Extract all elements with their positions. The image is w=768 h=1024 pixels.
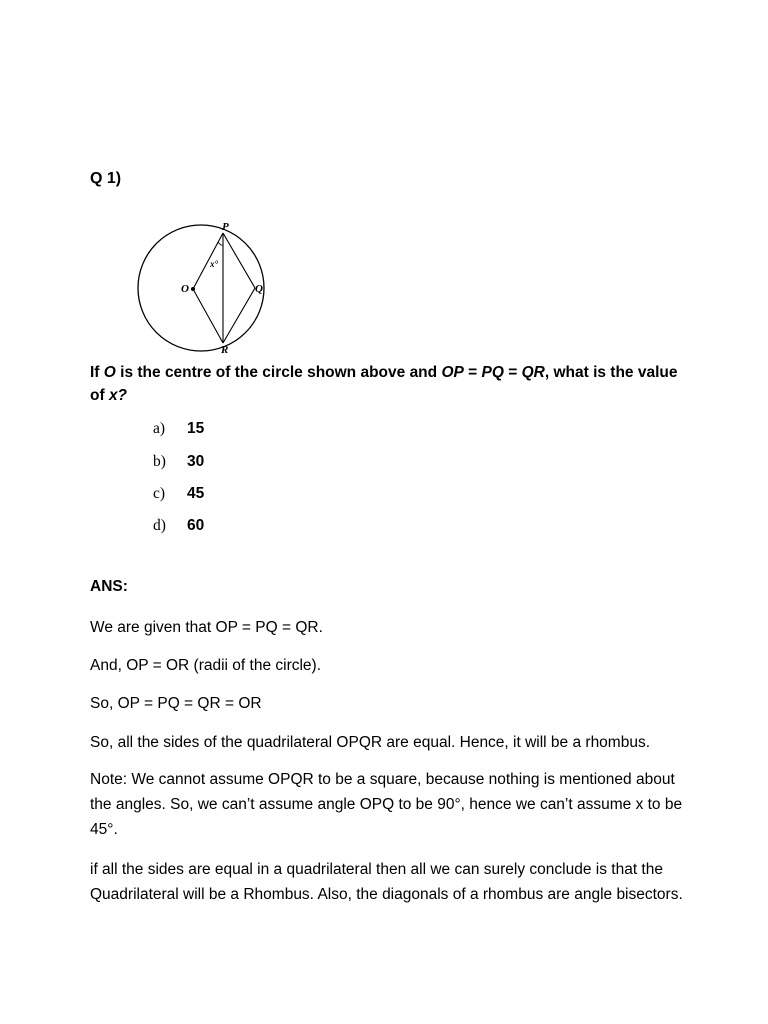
label-q: Q: [255, 283, 263, 295]
question-italic-term: x?: [108, 387, 128, 404]
question-italic-term: OP: [441, 364, 464, 381]
option-letter: a): [153, 420, 166, 437]
angle-arc: [218, 242, 223, 245]
question-italic-term: O: [103, 364, 116, 381]
segment-pq: [223, 233, 255, 288]
option-letter: c): [153, 485, 166, 502]
question-text-part: =: [463, 364, 482, 381]
label-r: R: [221, 344, 229, 356]
option-letter: b): [153, 453, 166, 470]
question-number: Q 1): [90, 170, 122, 187]
segment-op: [193, 233, 223, 289]
question-text-part: is the centre of the circle shown above and: [115, 364, 442, 381]
option-d: [153, 517, 204, 535]
answer-paragraph-1: We are given that OP = PQ = QR.: [90, 619, 323, 636]
segment-or: [193, 289, 223, 343]
option-value: 60: [187, 517, 205, 534]
question-italic-term: PQ: [481, 364, 504, 381]
circle-diagram: [130, 218, 280, 358]
question-italic-term: QR: [521, 364, 545, 381]
question-text-part: =: [503, 364, 522, 381]
center-point: [191, 287, 195, 291]
option-value: 45: [187, 485, 205, 502]
option-value: 30: [187, 453, 205, 470]
option-a: [153, 420, 204, 438]
option-c: [153, 485, 204, 503]
question-text-part: , what is the value of: [90, 364, 678, 404]
answer-paragraph-2: And, OP = OR (radii of the circle).: [90, 657, 322, 674]
circle: [138, 225, 264, 351]
label-o: O: [181, 283, 189, 295]
label-x: x°: [210, 259, 219, 269]
option-b: [153, 453, 204, 471]
label-p: P: [222, 221, 229, 233]
answer-paragraph-3: So, OP = PQ = QR = OR: [90, 695, 262, 712]
answer-note: Note: We cannot assume OPQR to be a square, because nothing is mentioned about the angles. So, we can’t assume angle OPQ to be 90°, hence we can’t assume x to be 45°.: [90, 771, 683, 838]
answer-conclusion: if all the sides are equal in a quadrilateral then all we can surely conclude is that the Quadrilateral will be a Rhombus. Also, the diagonals of a rhombus are angle bisectors.: [90, 861, 683, 903]
question-text: [90, 361, 690, 407]
answer-paragraph-4: So, all the sides of the quadrilateral OPQR are equal. Hence, it will be a rhombus.: [90, 734, 651, 751]
segment-qr: [223, 288, 255, 343]
answer-heading: ANS:: [90, 578, 128, 595]
option-value: 15: [187, 420, 205, 437]
option-letter: d): [153, 517, 166, 534]
question-text-part: If: [90, 364, 104, 381]
